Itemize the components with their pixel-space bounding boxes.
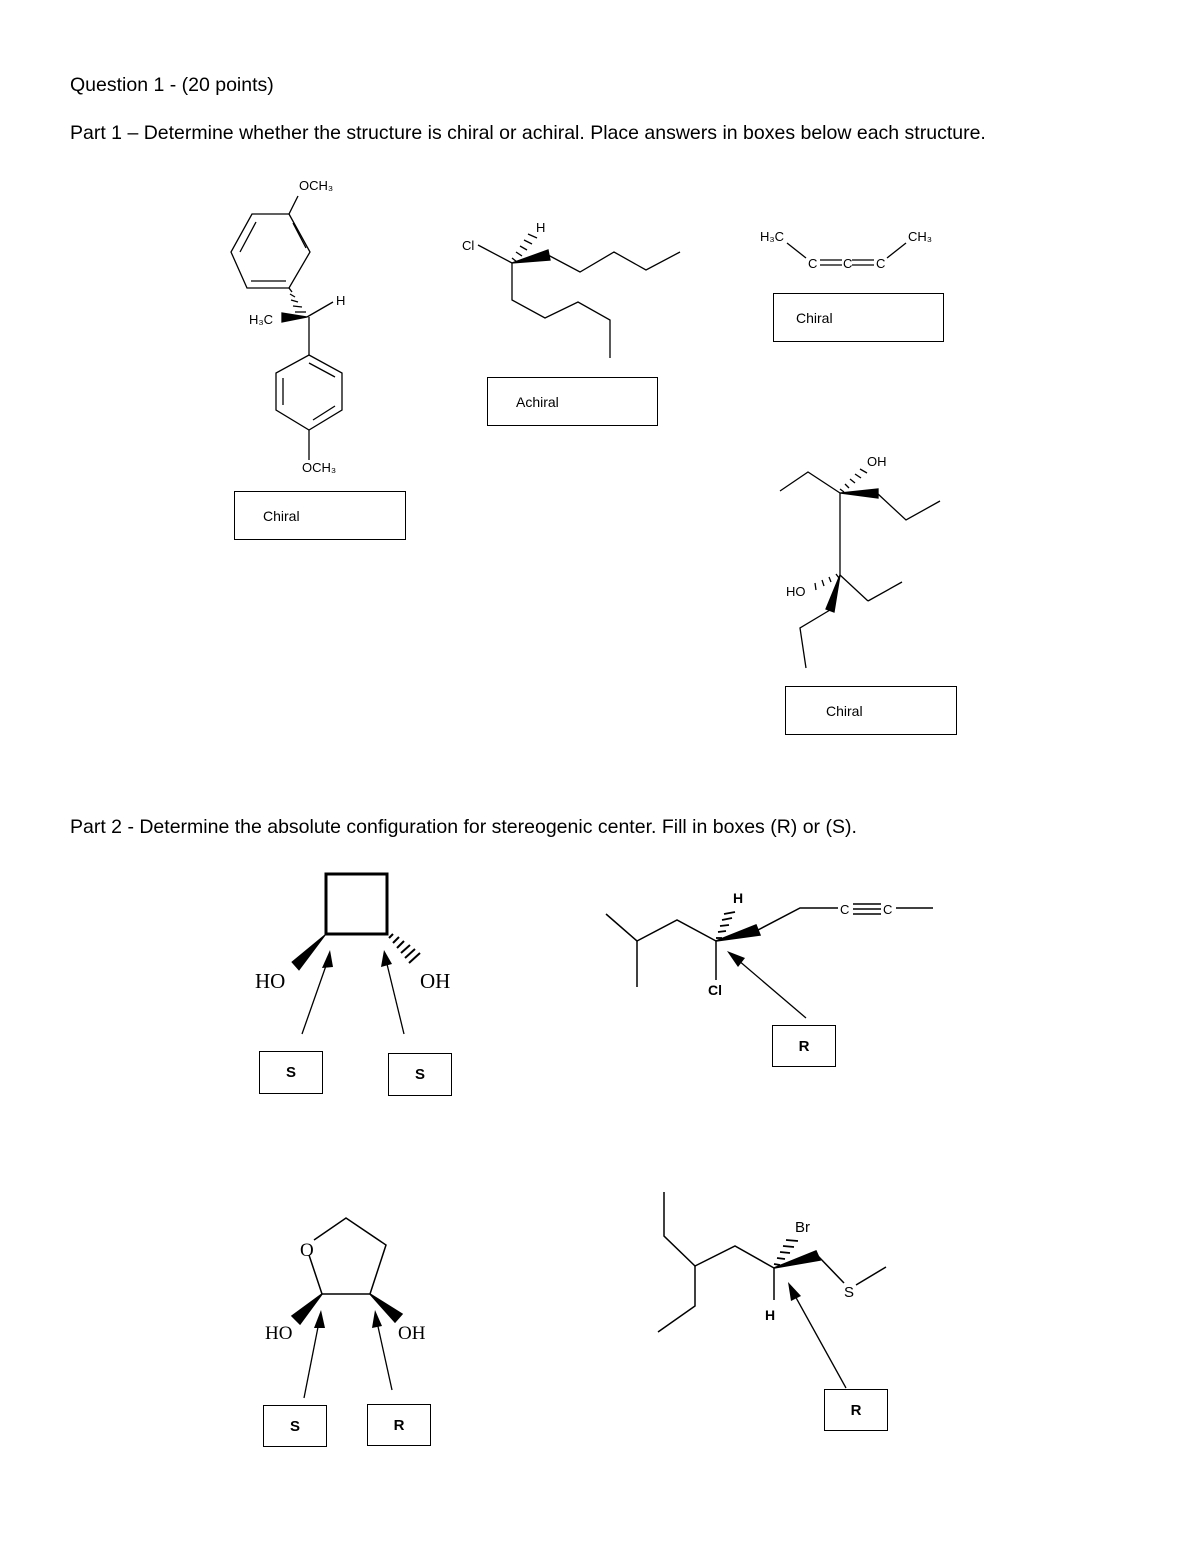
answer-box-chloro-alkyne[interactable]: R	[772, 1025, 836, 1067]
structure-diaryl-ethane	[231, 178, 345, 475]
atom-label-h: H	[336, 293, 346, 308]
atom-label-c1: C	[840, 902, 850, 917]
atom-label-ch3: CH₃	[908, 229, 933, 244]
atom-label-h: H	[536, 220, 546, 235]
structure-chloro-alkyne	[606, 890, 933, 1018]
structure-diol	[780, 454, 940, 668]
atom-label-br: Br	[795, 1219, 810, 1236]
answer-box-bromo-sulfide[interactable]: R	[824, 1389, 888, 1431]
atom-label-och3-top: OCH₃	[299, 178, 334, 193]
atom-label-ho: HO	[255, 969, 286, 993]
atom-label-c2: C	[843, 256, 853, 271]
answer-box-diol[interactable]: Chiral	[785, 686, 957, 735]
atom-label-och3-bottom: OCH₃	[302, 460, 337, 475]
atom-label-o: O	[300, 1240, 314, 1261]
atom-label-h: H	[733, 890, 744, 906]
atom-label-oh: OH	[420, 969, 451, 993]
atom-label-ho: HO	[265, 1323, 293, 1344]
atom-label-h3c: H₃C	[249, 312, 274, 327]
atom-label-cl: Cl	[708, 982, 722, 998]
atom-label-ho: HO	[786, 584, 806, 599]
question-title: Question 1 - (20 points)	[70, 74, 274, 96]
atom-label-oh: OH	[867, 454, 887, 469]
answer-box-cyclobutane-right[interactable]: S	[388, 1053, 452, 1096]
structure-oxolane-diol	[265, 1218, 426, 1398]
atom-label-c3: C	[876, 256, 886, 271]
atom-label-h3c: H₃C	[760, 229, 785, 244]
part1-instruction: Part 1 – Determine whether the structure is chiral or achiral. Place answers in boxes below each structure.	[70, 122, 986, 144]
atom-label-c1: C	[808, 256, 818, 271]
atom-label-h: H	[765, 1307, 776, 1323]
atom-label-c2: C	[883, 902, 893, 917]
part2-instruction: Part 2 - Determine the absolute configuration for stereogenic center. Fill in boxes (R) or (S).	[70, 816, 857, 838]
structure-bromo-sulfide	[658, 1192, 886, 1388]
atom-label-s: S	[844, 1284, 855, 1301]
answer-box-cyclobutane-left[interactable]: S	[259, 1051, 323, 1094]
structure-allene	[760, 229, 932, 271]
atom-label-cl: Cl	[462, 238, 475, 253]
answer-box-oxolane-left[interactable]: S	[263, 1405, 327, 1447]
atom-label-oh: OH	[398, 1323, 426, 1344]
structure-cyclobutane-diol	[255, 874, 450, 1034]
answer-box-chloro-alkane[interactable]: Achiral	[487, 377, 658, 426]
answer-box-diaryl-ethane[interactable]: Chiral	[234, 491, 406, 540]
answer-box-oxolane-right[interactable]: R	[367, 1404, 431, 1446]
answer-box-allene[interactable]: Chiral	[773, 293, 944, 342]
structure-chloro-alkane	[462, 220, 680, 358]
